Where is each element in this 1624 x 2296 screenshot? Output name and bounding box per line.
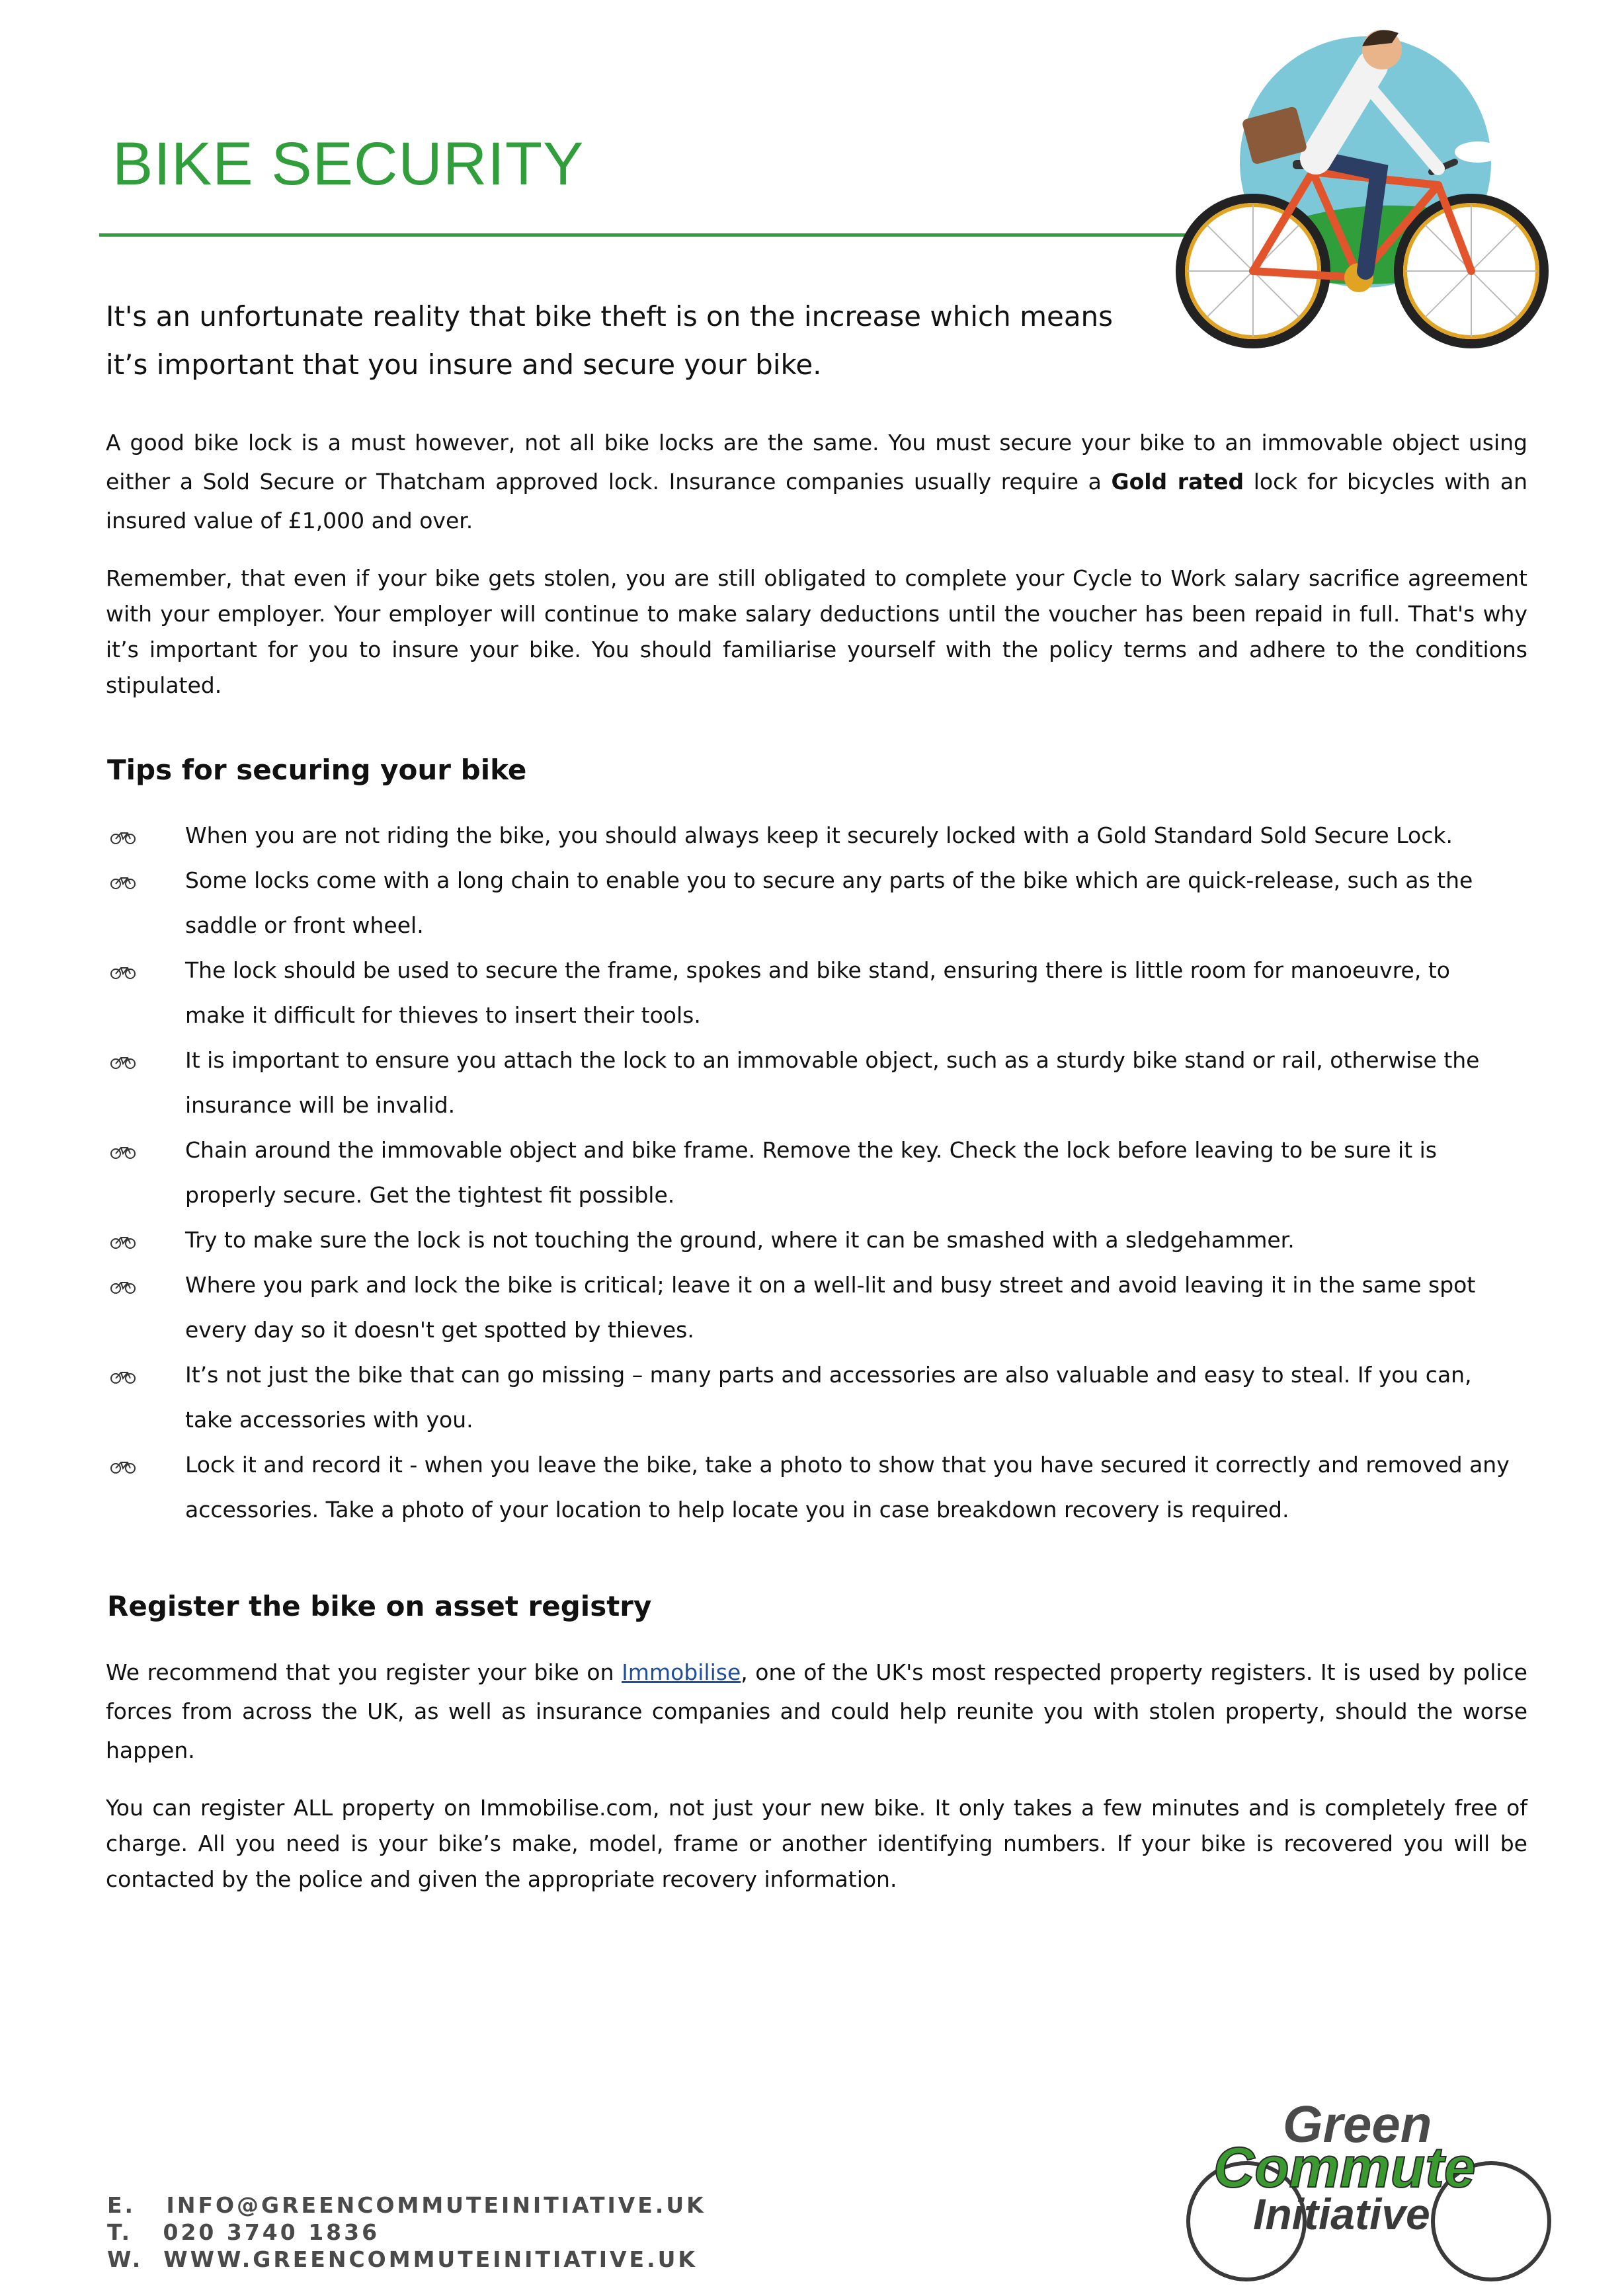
bicycle-icon	[110, 1368, 136, 1384]
title-divider	[99, 233, 1197, 237]
register-all-paragraph: You can register ALL property on Immobilise.com, not just your new bike. It only takes a few minutes and is completely free of charge. All you need is your bike’s make, model, frame or another identifying numbers. If your bike is recovered you will be contacted by the police and given the appropriate recovery information.	[106, 1795, 1527, 1892]
contact-website: W. WWW.GREENCOMMUTEINITIATIVE.UK	[107, 2246, 698, 2272]
bicycle-icon	[110, 874, 136, 890]
immobilise-link[interactable]: Immobilise	[622, 1659, 741, 1685]
register-paragraph	[106, 1653, 1527, 1770]
gold-rated-emphasis: Gold rated	[1111, 469, 1244, 495]
lock-paragraph	[106, 423, 1527, 540]
contact-phone: T. 020 3740 1836	[107, 2219, 380, 2245]
bicycle-icon	[110, 964, 136, 980]
tip-item: Chain around the immovable object and bike frame. Remove the key. Check the lock before leaving to be sure it is properly secure. Get the tightest fit possible.	[107, 1128, 1516, 1218]
lock-paragraph-end: lock for bicycles with an insured value of £1,000 and over.	[106, 469, 1527, 534]
bicycle-icon	[110, 829, 136, 845]
tips-list	[107, 813, 1516, 1532]
lock-paragraph-start: A good bike lock is a must however, not all bike locks are the same. You must secure your bike to an immovable object using either a Sold Secure or Thatcham approved lock. Insurance companies usually require a	[106, 430, 1527, 495]
register-paragraph-start: We recommend that you register your bike on	[106, 1659, 622, 1685]
tip-item: Where you park and lock the bike is critical; leave it on a well-lit and busy street and avoid leaving it in the same spot every day so it doesn't get spotted by thieves.	[107, 1263, 1516, 1353]
logo-word-green: Green	[1283, 2095, 1432, 2153]
bicycle-icon	[110, 1054, 136, 1070]
register-paragraph-end: , one of the UK's most respected property registers. It is used by police forces from across the UK, as well as insurance companies and could help reunite you with stolen property, should the worse happen.	[106, 1659, 1527, 1763]
tip-item: It’s not just the bike that can go missing – many parts and accessories are also valuable and easy to steal. If you can, take accessories with you.	[107, 1353, 1516, 1443]
logo-word-initiative: Initiative	[1253, 2190, 1430, 2238]
tip-item: The lock should be used to secure the frame, spokes and bike stand, ensuring there is little room for manoeuvre, to make it difficult for thieves to insert their tools.	[107, 948, 1516, 1038]
cloud	[1455, 141, 1501, 163]
intro-text: It's an unfortunate reality that bike theft is on the increase which means it’s important that you insure and secure your bike.	[106, 300, 1114, 381]
tips-heading: Tips for securing your bike	[107, 754, 527, 786]
tip-item: Try to make sure the lock is not touching the ground, where it can be smashed with a sledgehammer.	[107, 1218, 1516, 1263]
tip-item: Some locks come with a long chain to enable you to secure any parts of the bike which are quick-release, such as the saddle or front wheel.	[107, 858, 1516, 948]
green-commute-initiative-logo	[1184, 2089, 1554, 2287]
cyclist-illustration	[1160, 20, 1557, 364]
contact-email: E. INFO@GREENCOMMUTEINITIATIVE.UK	[107, 2192, 706, 2218]
register-heading: Register the bike on asset registry	[107, 1590, 652, 1622]
bicycle-icon	[110, 1279, 136, 1294]
bicycle-icon	[110, 1144, 136, 1160]
tip-item: It is important to ensure you attach the lock to an immovable object, such as a sturdy bike stand or rail, otherwise the insurance will be invalid.	[107, 1038, 1516, 1128]
tip-item: When you are not riding the bike, you should always keep it securely locked with a Gold Standard Sold Secure Lock.	[107, 813, 1516, 858]
bicycle-icon	[110, 1234, 136, 1249]
remember-paragraph: Remember, that even if your bike gets stolen, you are still obligated to complete your Cycle to Work salary sacrifice agreement with your employer. Your employer will continue to make salary deductions until the voucher has been repaid in full. That's why it’s important for you to insure your bike. You should familiarise yourself with the policy terms and adhere to the conditions stipulated.	[106, 565, 1527, 698]
bicycle-icon	[110, 1458, 136, 1474]
tip-item: Lock it and record it - when you leave the bike, take a photo to show that you have secured it correctly and removed any accessories. Take a photo of your location to help locate you in case breakdown recovery is required.	[107, 1443, 1516, 1532]
logo-word-commute: Commute	[1213, 2136, 1476, 2199]
page-title: BIKE SECURITY	[112, 130, 585, 198]
